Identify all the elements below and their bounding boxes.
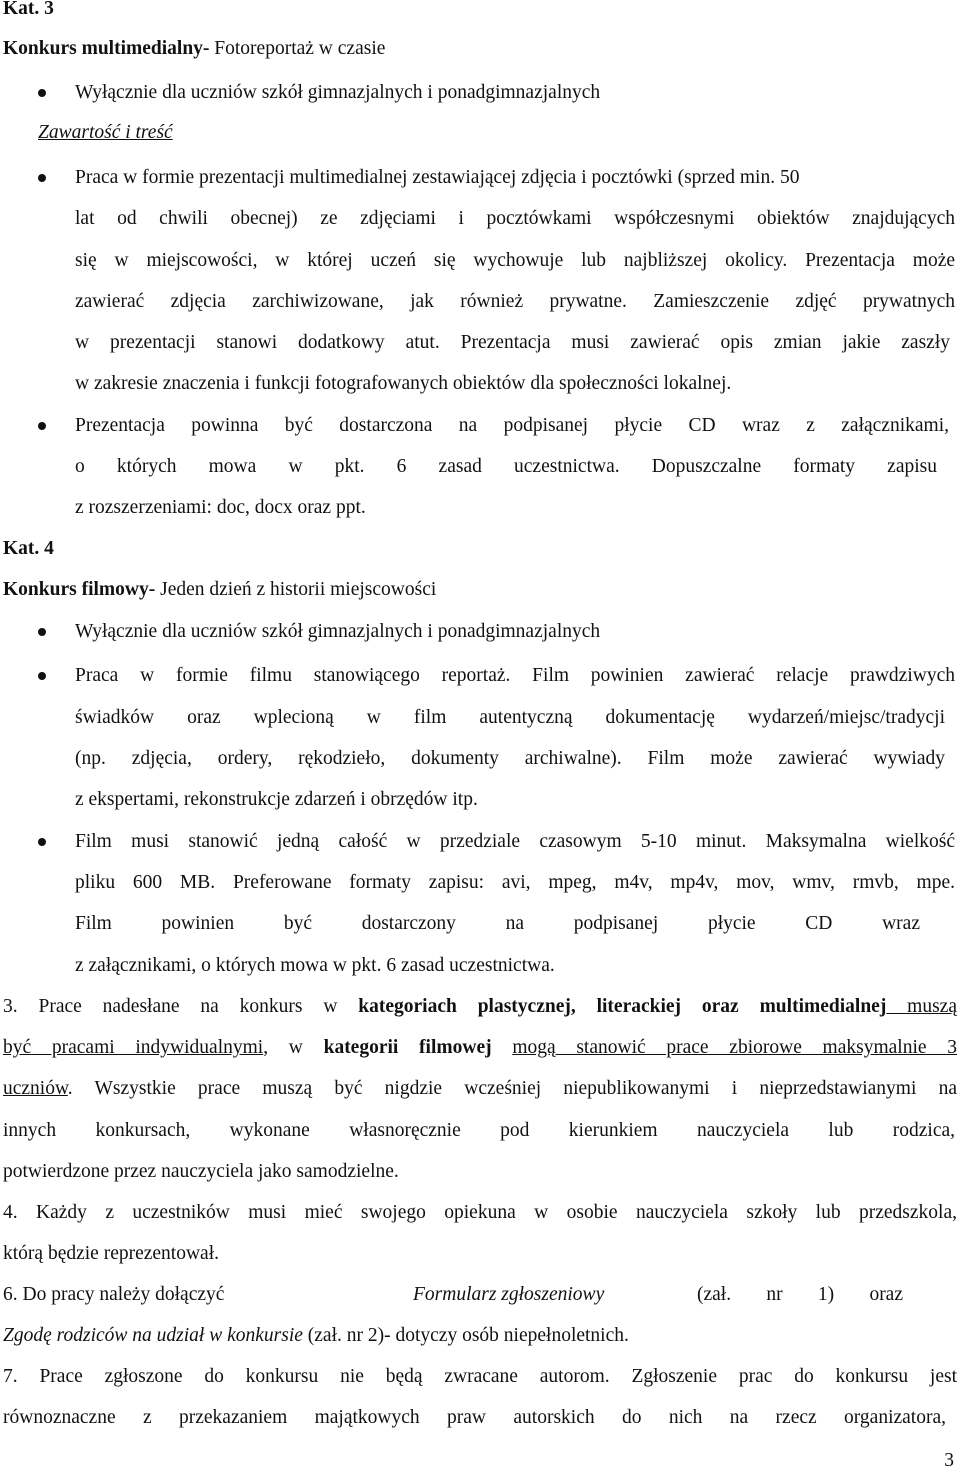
kat3-bullet2-line3: się w miejscowości, w której uczeń się wychowuje lub najbliższej okolicy. Prezentacja może [75, 250, 955, 271]
point3-line2 [3, 1035, 957, 1061]
kat3-bullet2-line1: Praca w formie prezentacji multimedialnej zestawiającej zdjęcia i pocztówki (sprzed min. 50 [75, 167, 800, 188]
kat3-bullet2-line4: zawierać zdjęcia zarchiwizowane, jak również prywatne. Zamieszczenie zdjęć prywatnych [75, 291, 955, 312]
kat3-subheading: Zawartość i treść [38, 122, 173, 143]
bullet-icon [38, 672, 46, 680]
point3-line1 [3, 994, 957, 1020]
point6-line2 [3, 1323, 629, 1349]
point3-text: . Wszystkie prace muszą być nigdzie wcześniej niepublikowanymi i nieprzedstawianymi na [67, 1078, 957, 1099]
bullet-icon [38, 89, 46, 97]
point3-space [492, 1037, 513, 1058]
point6-form-title: Formularz zgłoszeniowy [413, 1284, 605, 1305]
kat3-bullet2-line6: w zakresie znaczenia i funkcji fotografowanych obiektów dla społeczności lokalnej. [75, 373, 732, 394]
point3-categories-bold: kategoriach plastycznej, literackiej oraz multimedialnej [358, 996, 887, 1017]
point3-line3 [3, 1076, 957, 1102]
kat3-title-rest: Fotoreportaż w czasie [209, 38, 386, 59]
point6-text: (zał. nr 2)- dotyczy osób niepełnoletnich. [302, 1325, 629, 1346]
point4-line2: którą będzie reprezentował. [3, 1243, 220, 1264]
point6-part-a: 6. Do pracy należy dołączyć [3, 1284, 225, 1305]
point4-line1: 4. Każdy z uczestników musi mieć swojego opiekuna w osobie nauczyciela szkoły lub przedszkola, [3, 1202, 957, 1223]
kat3-heading: Kat. 3 [3, 0, 54, 19]
kat4-bullet2-line4: z ekspertami, rekonstrukcje zdarzeń i obrzędów itp. [75, 789, 478, 810]
kat3-bullet2-line5: w prezentacji stanowi dodatkowy atut. Prezentacja musi zawierać opis zmian jakie zaszły [75, 332, 950, 353]
point3-text: , w [263, 1037, 324, 1058]
kat3-bullet3-line2: o których mowa w pkt. 6 zasad uczestnictwa. Dopuszczalne formaty zapisu [75, 456, 937, 477]
point3-group-underlined: mogą stanowić prace zbiorowe maksymalnie 3 [512, 1037, 957, 1058]
kat4-bullet3-line4: z załącznikami, o których mowa w pkt. 6 zasad uczestnictwa. [75, 955, 555, 976]
page-number: 3 [944, 1450, 954, 1471]
kat3-title-bold: Konkurs multimedialny- [3, 38, 210, 59]
kat4-bullet2-line1: Praca w formie filmu stanowiącego reportaż. Film powinien zawierać relacje prawdziwych [75, 665, 955, 686]
point6-consent-title: Zgodę rodziców na udział w konkursie [3, 1325, 303, 1346]
point3-students-underlined: uczniów [3, 1078, 68, 1099]
kat4-heading: Kat. 4 [3, 538, 54, 559]
kat4-title-bold: Konkurs filmowy- [3, 579, 156, 600]
kat4-bullet2-line2: świadków oraz wplecioną w film autentyczną dokumentację wydarzeń/miejsc/tradycji [75, 707, 945, 728]
bullet-icon [38, 174, 46, 182]
kat4-bullet3-line3: Film powinien być dostarczony na podpisanej płycie CD wraz [75, 913, 920, 934]
point3-text: 3. Prace nadesłane na konkurs w [3, 996, 359, 1017]
kat3-bullet2-line2: lat od chwili obecnej) ze zdjęciami i pocztówkami współczesnymi obiektów znajdujących [75, 208, 955, 229]
bullet-icon [38, 838, 46, 846]
kat3-bullet3-line3: z rozszerzeniami: doc, docx oraz ppt. [75, 497, 366, 518]
kat4-bullet3-line1: Film musi stanowić jedną całość w przedziale czasowym 5-10 minut. Maksymalna wielkość [75, 831, 955, 852]
kat4-bullet2-line3: (np. zdjęcia, ordery, rękodzieło, dokumenty archiwalne). Film może zawierać wywiady [75, 748, 945, 769]
kat4-title [3, 577, 436, 603]
kat4-bullet3-line2: pliku 600 MB. Preferowane formaty zapisu: avi, mpeg, m4v, mp4v, mov, wmv, rmvb, mpe. [75, 872, 955, 893]
point7-line2: równoznaczne z przekazaniem majątkowych praw autorskich do nich na rzecz organizatora, [3, 1407, 946, 1428]
point3-individual-underlined: być pracami indywidualnymi [3, 1037, 264, 1058]
point3-line4: innych konkursach, wykonane własnoręcznie pod kierunkiem nauczyciela lub rodzica, [3, 1120, 955, 1141]
kat4-bullet1: Wyłącznie dla uczniów szkół gimnazjalnych i ponadgimnazjalnych [75, 621, 601, 642]
kat3-bullet1: Wyłącznie dla uczniów szkół gimnazjalnych i ponadgimnazjalnych [75, 82, 601, 103]
bullet-icon [38, 422, 46, 430]
point3-film-category-bold: kategorii filmowej [323, 1037, 492, 1058]
point3-line5: potwierdzone przez nauczyciela jako samodzielne. [3, 1161, 399, 1182]
kat4-title-rest: Jeden dzień z historii miejscowości [155, 579, 437, 600]
bullet-icon [38, 628, 46, 636]
kat3-title [3, 36, 385, 62]
kat3-bullet3-line1: Prezentacja powinna być dostarczona na podpisanej płycie CD wraz z załącznikami, [75, 415, 949, 436]
point6-part-c: (zał. nr 1) oraz [697, 1284, 903, 1305]
point3-must-underlined: muszą [886, 996, 957, 1017]
point7-line1: 7. Prace zgłoszone do konkursu nie będą zwracane autorom. Zgłoszenie prac do konkursu jest [3, 1366, 957, 1387]
